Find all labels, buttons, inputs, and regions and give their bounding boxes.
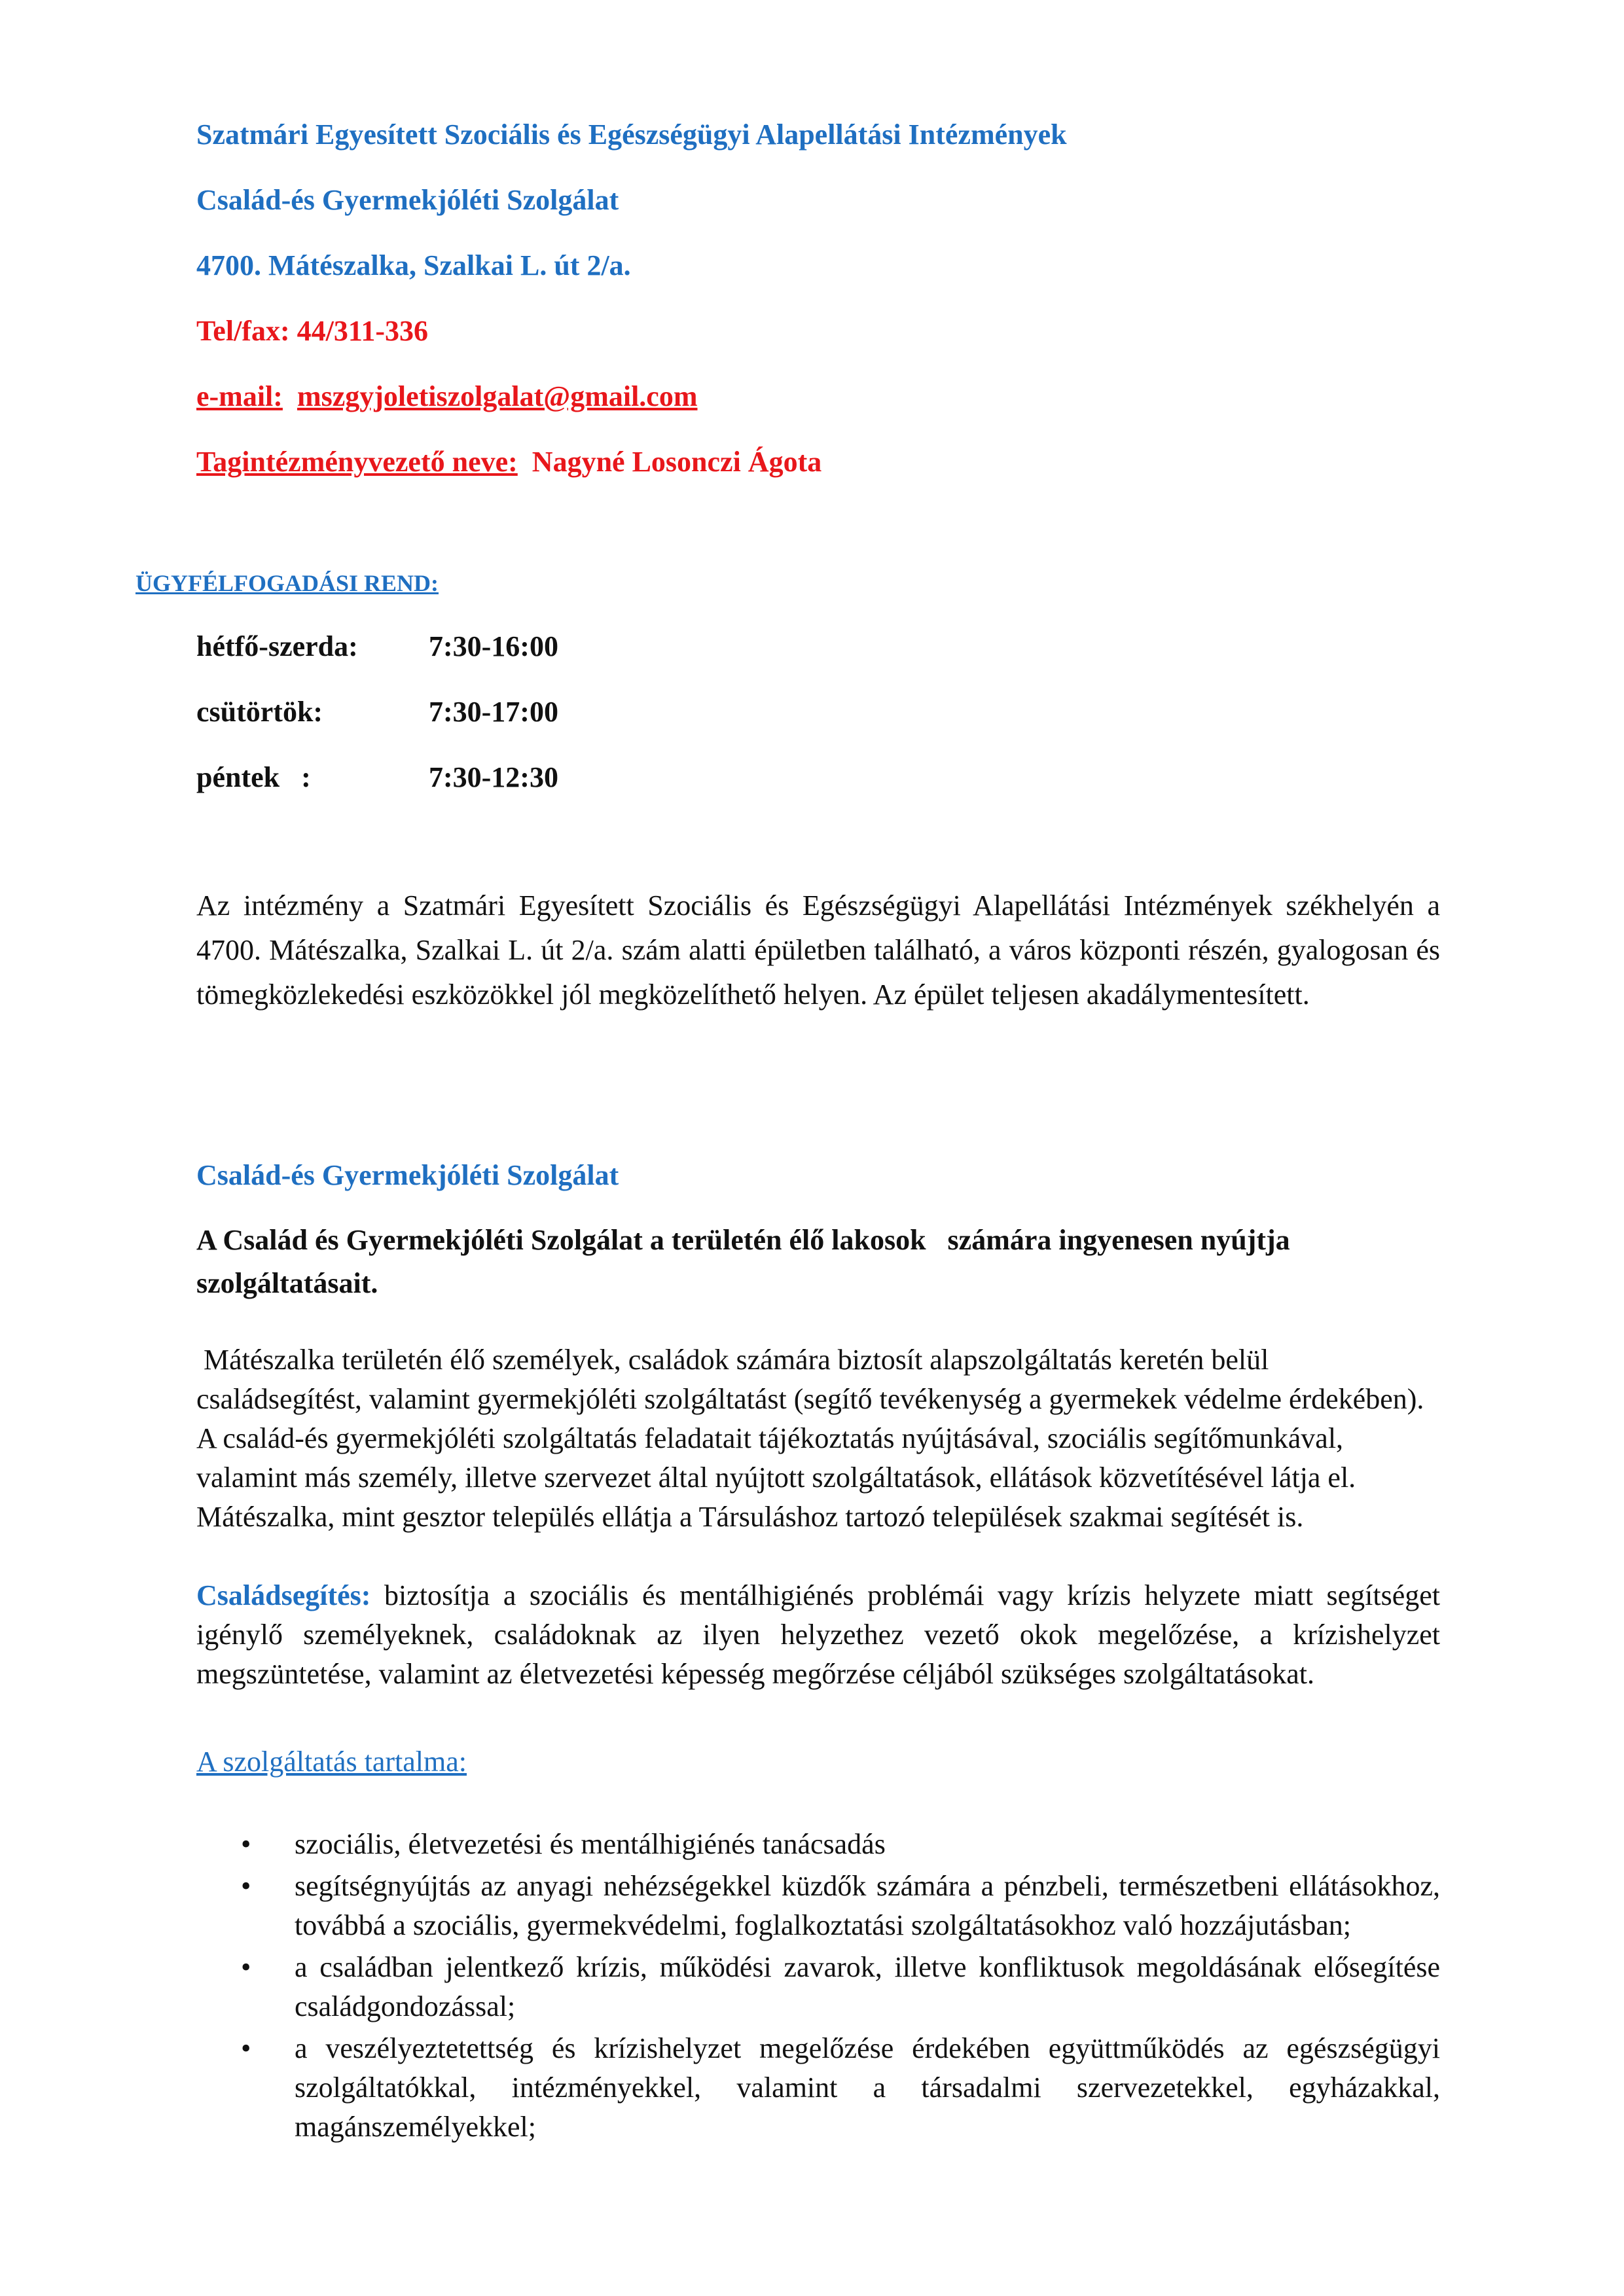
list-item-text: szociális, életvezetési és mentálhigiénés tanácsadás xyxy=(295,1828,886,1860)
phone-fax: Tel/fax: 44/311-336 xyxy=(196,315,429,347)
service-name: Család-és Gyermekjóléti Szolgálat xyxy=(196,184,619,216)
intro-paragraph: Mátészalka területén élő személyek, családok számára biztosít alapszolgáltatás keretén belül családsegítést, valamint gyermekjóléti szolgáltatást (segítő tevékenység a gyermekek védelme érdekében). A család-és gyermekjóléti szolgáltatás feladatait tájékoztatás nyújtásával, szociális segítőmunkával, valamint más személy, illetve szervezet által nyújtott szolgáltatások, ellátások közvetítésével látja el. Mátészalka, mint gesztor település ellátja a Társuláshoz tartozó települések szakmai segítését is. xyxy=(196,1344,1430,1533)
bullet-icon: • xyxy=(241,1870,251,1902)
address: 4700. Mátészalka, Szalkai L. út 2/a. xyxy=(196,249,631,281)
location-paragraph: Az intézmény a Szatmári Egyesített Szociális és Egészségügyi Alapellátási Intézmények székhelyén a 4700. Mátészalka, Szalkai L. út 2/a. szám alatti épületben található, a város központi részén, gyalogosan és tömegközlekedési eszközökkel jól megközelíthető helyen. Az épület teljesen akadálymentesített. xyxy=(196,889,1440,1011)
leader-name: Nagyné Losonczi Ágota xyxy=(532,446,822,478)
schedule-time: 7:30-17:00 xyxy=(429,696,558,728)
list-item xyxy=(241,1867,1440,1945)
schedule-day: csütörtök: xyxy=(196,696,323,728)
list-item xyxy=(241,2029,1440,2147)
list-item-text: a veszélyeztetettség és krízishelyzet megelőzése érdekében együttműködés az egészségügyi szolgáltatókkal, intézményekkel, valamint a társadalmi szervezetekkel, egyházakkal, magánszemélyekkel; xyxy=(295,2032,1440,2143)
family-help-paragraph xyxy=(196,1576,1440,1694)
leader-line xyxy=(196,445,821,478)
leader-label: Tagintézményvezető neve: xyxy=(196,446,518,478)
bullet-icon: • xyxy=(241,2032,251,2064)
bullet-icon: • xyxy=(241,1951,251,1983)
schedule-day: hétfő-szerda: xyxy=(196,630,358,662)
schedule-time: 7:30-12:30 xyxy=(429,761,558,793)
family-help-text: biztosítja a szociális és mentálhigiénés problémái vagy krízis helyzete miatt segítséget igénylő személyeknek, családoknak az ilyen helyzethez vezető okok megelőzése, a krízishelyzet megszüntetése, valamint az életvezetési képesség megőrzése céljából szükséges szolgáltatásokat. xyxy=(196,1579,1440,1690)
content-title: A szolgáltatás tartalma: xyxy=(196,1746,467,1778)
family-help-label: Családsegítés: xyxy=(196,1579,371,1611)
list-item xyxy=(241,1825,1440,1864)
section-lead: A Család és Gyermekjóléti Szolgálat a területén élő lakosok számára ingyenesen nyújtja szolgáltatásait. xyxy=(196,1224,1297,1299)
schedule-title: ÜGYFÉLFOGADÁSI REND: xyxy=(135,570,439,596)
section-title: Család-és Gyermekjóléti Szolgálat xyxy=(196,1159,619,1191)
list-item-text: a családban jelentkező krízis, működési zavarok, illetve konfliktusok megoldásának elősegítése családgondozással; xyxy=(295,1951,1440,2022)
bullet-icon: • xyxy=(241,1828,251,1860)
email-link[interactable]: mszgyjoletiszolgalat@gmail.com xyxy=(297,380,698,412)
list-item xyxy=(241,1948,1440,2026)
schedule-day: péntek : xyxy=(196,761,311,793)
schedule-time: 7:30-16:00 xyxy=(429,630,558,662)
list-item-text: segítségnyújtás az anyagi nehézségekkel küzdők számára a pénzbeli, természetbeni ellátásokhoz, továbbá a szociális, gyermekvédelmi, foglalkoztatási szolgáltatásokhoz való hozzájutásban; xyxy=(295,1870,1440,1941)
email-label: e-mail: xyxy=(196,380,283,412)
institution-name: Szatmári Egyesített Szociális és Egészségügyi Alapellátási Intézmények xyxy=(196,118,1067,151)
service-list xyxy=(196,1825,1440,2147)
email-line xyxy=(196,380,698,413)
